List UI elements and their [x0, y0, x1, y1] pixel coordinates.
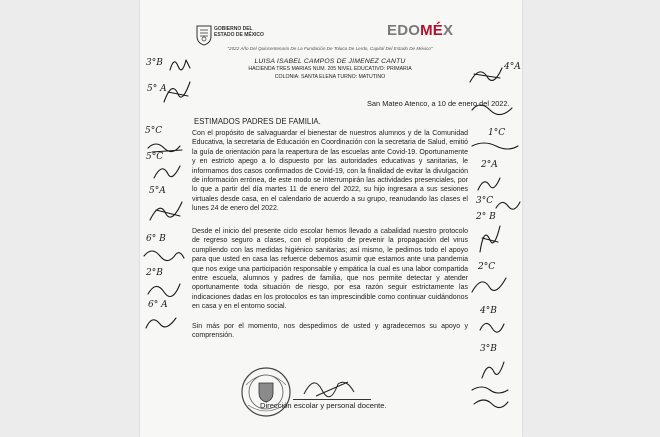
annotation-right-4: 3°C — [476, 196, 494, 206]
government-name — [214, 26, 264, 38]
annotation-right-3: 2°A — [481, 160, 498, 170]
annotation-left-7: 2°B — [146, 268, 163, 278]
annotation-right-7: 4°B — [480, 306, 497, 316]
annotation-left-4: 5°C — [146, 152, 164, 162]
signature-line — [293, 399, 371, 400]
parent-signature-icon — [146, 196, 186, 226]
parent-signature-icon — [470, 272, 510, 298]
annotation-right-6: 2°C — [478, 262, 496, 272]
parent-signature-icon — [168, 54, 192, 74]
letter-date: San Mateo Atenco, a 10 de enero del 2022. — [367, 99, 510, 108]
annotation-left-3: 5°C — [145, 126, 163, 136]
government-line-1: GOBIERNO DEL — [214, 26, 253, 32]
paragraph-1: Con el propósito de salvaguardar el bienestar de nuestros alumnos y de la Comunidad Educativa, la secretaria de Educación en Coordinación con la secretaria de Salud, emitió la guía de orientación para la reapertura de las escuelas ante Covid-19. Oportunamente y en estricto apego a lo dispuesto por las autoridades educativas y sanitarias, le informamos dos casos confirmados de Covid-19, con la finalidad de evitar la divulgación de información errónea, de este modo se interrumpirán las actividades presenciales, por lo que a partir del día martes 11 de enero del 2022, su hijo ingresara a sus sesiones virtuales desde casa, en el calendario de acuerdo a su grupo, reanudando las clases el lunes 24 de enero del 2022. — [192, 130, 468, 213]
government-line-2: ESTADO DE MÉXICO — [214, 32, 264, 38]
parent-signature-icon — [160, 74, 194, 108]
sender-colony: COLONIA: SANTA ELENA TURNO: MATUTINO — [274, 74, 386, 80]
parent-signature-icon — [470, 382, 510, 412]
paragraph-3: Sin más por el momento, nos despedimos de usted y agradecemos su apoyo y comprensión. — [192, 323, 468, 340]
sender-name: LUISA ISABEL CAMPOS DE JIMENEZ CANTU — [254, 58, 406, 65]
parent-signature-icon — [466, 62, 506, 88]
parent-signature-icon — [470, 98, 516, 120]
paragraph-2: Desde el inicio del presente ciclo escolar hemos llevado a cabalidad nuestro protocolo de regreso seguro a clases, con el propósito de prevenir la propagación del virus cumpliendo con las medidas higiénico sanitarias; así mismo, le pedimos todo el apoyo para que usted en casa las refuerce debemos asumir que estamos ante una pandemia que nos exige una participación responsable y empática la cual es una labor compartida entre escuela, alumnos y padres de familia, que nos permite detectar y atender oportunamente toda situación de riesgo, por esa razón seguir estrictamente las indicaciones dadas en los protocolos es tan imprescindible como continuar cuidándonos en casa y en el entorno social. — [192, 228, 468, 311]
annotation-left-8: 6° A — [148, 300, 168, 310]
parent-signature-icon — [144, 310, 180, 332]
school-seal-icon — [240, 365, 292, 419]
parent-signature-icon — [476, 316, 506, 336]
annotation-left-6: 6° B — [146, 234, 166, 244]
parent-signature-icon — [474, 172, 504, 194]
brand-part-3: X — [443, 22, 454, 39]
brand-part-2: MÉ — [420, 22, 444, 39]
director-signature-icon — [300, 372, 360, 402]
header-motto: "2022 Año Del Quincentenario De La Fundación De Toluca De Lerdo, Capital Del Estado De México" — [227, 46, 433, 51]
parent-signature-icon — [152, 160, 184, 184]
annotation-right-2: 1°C — [488, 128, 506, 138]
annotation-right-5: 2° B — [476, 212, 496, 222]
parent-signature-icon — [470, 138, 520, 152]
annotation-left-5: 5°A — [149, 186, 166, 196]
state-coat-of-arms-icon — [195, 24, 213, 46]
sender-address: HACIENDA TRES MARIAS NUM. 205 NIVEL EDUCATIVO: PRIMARIA — [248, 66, 412, 72]
brand-part-1: EDO — [387, 22, 421, 39]
parent-signature-icon — [474, 222, 504, 256]
annotation-left-2: 5° A — [147, 84, 167, 94]
parent-signature-icon — [478, 356, 508, 384]
parent-signature-icon — [494, 196, 522, 212]
parent-signature-icon — [144, 278, 184, 300]
annotation-right-1: 4°A — [504, 62, 521, 72]
letter-closing: Dirección escolar y personal docente. — [260, 401, 387, 410]
annotation-left-1: 3°B — [146, 58, 163, 68]
edomex-logo — [387, 22, 453, 39]
annotation-right-8: 3°B — [480, 344, 497, 354]
parent-signature-icon — [142, 244, 186, 266]
sender-block — [196, 58, 464, 81]
letter-salutation: ESTIMADOS PADRES DE FAMILIA. — [194, 117, 321, 126]
